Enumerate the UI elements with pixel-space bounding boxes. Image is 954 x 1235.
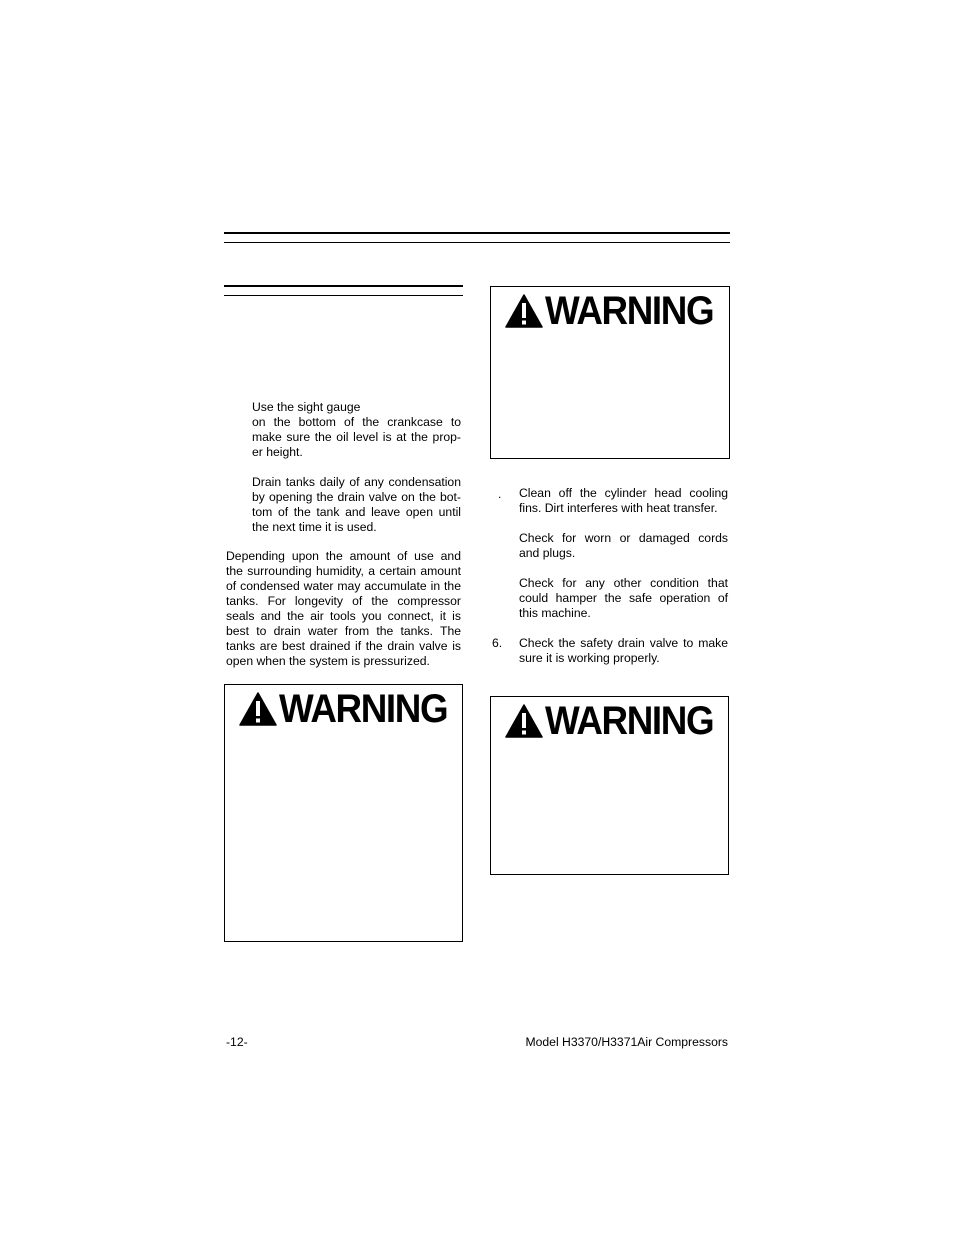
text-line: this machine.	[519, 606, 591, 620]
section-rule-thin	[224, 295, 463, 296]
text-line: Check for any other condition that	[519, 576, 728, 590]
text-line: Check the safety drain valve to make	[519, 636, 728, 650]
section-rule-thick	[224, 285, 463, 287]
drain-tanks-paragraph	[252, 475, 461, 535]
text-line: tanks are best drained if the drain valve is	[226, 639, 461, 653]
other-condition-item	[519, 576, 728, 621]
text-line: Check for worn or damaged cords	[519, 531, 728, 545]
text-line: tom of the tank and leave open until	[252, 505, 461, 519]
text-line: Use the sight gauge	[252, 400, 361, 414]
sight-gauge-paragraph	[252, 400, 461, 460]
text-line: er height.	[252, 445, 303, 459]
text-line: make sure the oil level is at the prop-	[252, 430, 461, 444]
text-line: of condensed water may accumulate in the	[226, 579, 461, 593]
text-line: open when the system is pressurized.	[226, 654, 430, 668]
text-line: best to drain water from the tanks. The	[226, 624, 461, 638]
warning-box-right-top	[490, 286, 730, 459]
warning-box-right-bottom	[490, 696, 729, 875]
text-line: Drain tanks daily of any condensation	[252, 475, 461, 489]
page-number: -12-	[226, 1035, 248, 1049]
text-line: could hamper the safe operation of	[519, 591, 728, 605]
text-line: Clean off the cylinder head cooling	[519, 486, 728, 500]
item-6-text	[519, 636, 728, 666]
warning-header	[505, 291, 728, 331]
warning-triangle-icon	[505, 294, 543, 328]
humidity-paragraph	[226, 549, 461, 669]
text-line: and plugs.	[519, 546, 576, 560]
text-line: Depending upon the amount of use and	[226, 549, 461, 563]
text-line: on the bottom of the crankcase to	[252, 415, 461, 429]
text-line: the surrounding humidity, a certain amount	[226, 564, 461, 578]
item-marker: .	[498, 487, 502, 501]
text-line: fins. Dirt interferes with heat transfer.	[519, 501, 718, 515]
warning-label: WARNING	[545, 289, 714, 333]
text-line: sure it is working properly.	[519, 651, 660, 665]
item-6-number: 6.	[492, 636, 503, 650]
text-line: seals and the air tools you connect, it is	[226, 609, 461, 623]
text-line: tanks. For longevity of the compressor	[226, 594, 461, 608]
header-rule-thin	[224, 242, 730, 243]
text-line: by opening the drain valve on the bot-	[252, 490, 461, 504]
warning-triangle-icon	[239, 692, 277, 726]
clean-fins-item	[519, 486, 728, 516]
warning-header	[505, 701, 728, 741]
warning-box-left	[224, 684, 463, 942]
cords-item	[519, 531, 728, 561]
model-footer: Model H3370/H3371Air Compressors	[525, 1035, 728, 1049]
warning-triangle-icon	[505, 704, 543, 738]
text-line: the next time it is used.	[252, 520, 377, 534]
warning-label: WARNING	[279, 687, 448, 731]
warning-label: WARNING	[545, 699, 714, 743]
warning-header	[239, 689, 462, 729]
header-rule-thick	[224, 232, 730, 234]
